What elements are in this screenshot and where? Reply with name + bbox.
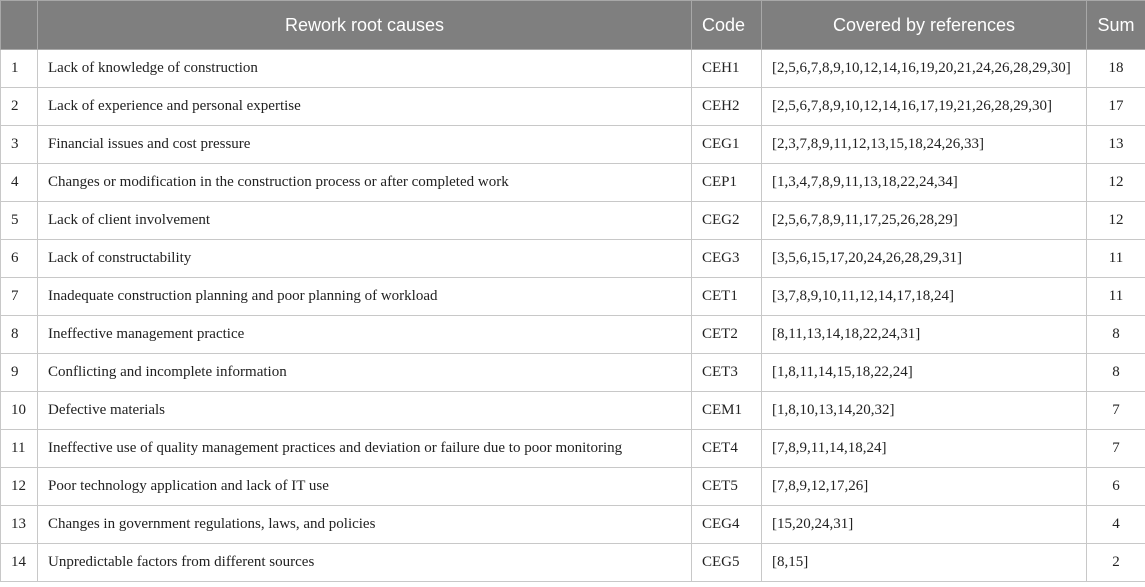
row-code: CEH2 bbox=[692, 88, 762, 126]
row-cause: Changes in government regulations, laws, and policies bbox=[38, 506, 692, 544]
row-number: 3 bbox=[1, 126, 38, 164]
row-cause: Ineffective management practice bbox=[38, 316, 692, 354]
row-number: 12 bbox=[1, 468, 38, 506]
row-number: 7 bbox=[1, 278, 38, 316]
row-sum: 4 bbox=[1087, 506, 1145, 544]
table-row bbox=[1, 354, 1145, 392]
table-row bbox=[1, 392, 1145, 430]
row-references: [3,5,6,15,17,20,24,26,28,29,31] bbox=[762, 240, 1087, 278]
row-code: CEG4 bbox=[692, 506, 762, 544]
row-code: CET5 bbox=[692, 468, 762, 506]
row-number: 1 bbox=[1, 50, 38, 88]
row-number: 9 bbox=[1, 354, 38, 392]
row-sum: 13 bbox=[1087, 126, 1145, 164]
row-references: [8,15] bbox=[762, 544, 1087, 582]
row-code: CEG5 bbox=[692, 544, 762, 582]
row-number: 5 bbox=[1, 202, 38, 240]
row-code: CEM1 bbox=[692, 392, 762, 430]
header-cause: Rework root causes bbox=[38, 1, 692, 50]
row-code: CET2 bbox=[692, 316, 762, 354]
row-cause: Changes or modification in the construction process or after completed work bbox=[38, 164, 692, 202]
row-number: 8 bbox=[1, 316, 38, 354]
table-row bbox=[1, 544, 1145, 582]
row-references: [15,20,24,31] bbox=[762, 506, 1087, 544]
row-cause: Ineffective use of quality management practices and deviation or failure due to poor monitoring bbox=[38, 430, 692, 468]
table-row bbox=[1, 50, 1145, 88]
row-sum: 6 bbox=[1087, 468, 1145, 506]
row-sum: 8 bbox=[1087, 316, 1145, 354]
row-cause: Conflicting and incomplete information bbox=[38, 354, 692, 392]
row-sum: 11 bbox=[1087, 240, 1145, 278]
header-number bbox=[1, 1, 38, 50]
row-cause: Inadequate construction planning and poor planning of workload bbox=[38, 278, 692, 316]
row-cause: Lack of client involvement bbox=[38, 202, 692, 240]
row-references: [1,3,4,7,8,9,11,13,18,22,24,34] bbox=[762, 164, 1087, 202]
row-code: CET1 bbox=[692, 278, 762, 316]
table-row bbox=[1, 278, 1145, 316]
table-row bbox=[1, 164, 1145, 202]
table-row bbox=[1, 88, 1145, 126]
table-row bbox=[1, 316, 1145, 354]
row-number: 11 bbox=[1, 430, 38, 468]
row-number: 2 bbox=[1, 88, 38, 126]
row-number: 6 bbox=[1, 240, 38, 278]
row-references: [7,8,9,11,14,18,24] bbox=[762, 430, 1087, 468]
row-references: [2,3,7,8,9,11,12,13,15,18,24,26,33] bbox=[762, 126, 1087, 164]
header-code: Code bbox=[692, 1, 762, 50]
row-code: CEG3 bbox=[692, 240, 762, 278]
row-cause: Lack of knowledge of construction bbox=[38, 50, 692, 88]
row-sum: 2 bbox=[1087, 544, 1145, 582]
row-code: CET4 bbox=[692, 430, 762, 468]
row-cause: Financial issues and cost pressure bbox=[38, 126, 692, 164]
row-cause: Defective materials bbox=[38, 392, 692, 430]
row-sum: 18 bbox=[1087, 50, 1145, 88]
row-cause: Lack of constructability bbox=[38, 240, 692, 278]
header-row bbox=[1, 1, 1145, 50]
row-sum: 8 bbox=[1087, 354, 1145, 392]
row-sum: 7 bbox=[1087, 430, 1145, 468]
row-sum: 12 bbox=[1087, 202, 1145, 240]
row-code: CET3 bbox=[692, 354, 762, 392]
table-body bbox=[1, 50, 1145, 582]
row-references: [3,7,8,9,10,11,12,14,17,18,24] bbox=[762, 278, 1087, 316]
table-row bbox=[1, 240, 1145, 278]
table-header bbox=[1, 1, 1145, 50]
row-number: 10 bbox=[1, 392, 38, 430]
row-cause: Unpredictable factors from different sources bbox=[38, 544, 692, 582]
row-code: CEG1 bbox=[692, 126, 762, 164]
row-references: [1,8,10,13,14,20,32] bbox=[762, 392, 1087, 430]
row-references: [2,5,6,7,8,9,10,12,14,16,17,19,21,26,28,29,30] bbox=[762, 88, 1087, 126]
row-references: [8,11,13,14,18,22,24,31] bbox=[762, 316, 1087, 354]
row-references: [2,5,6,7,8,9,10,12,14,16,19,20,21,24,26,28,29,30] bbox=[762, 50, 1087, 88]
row-references: [2,5,6,7,8,9,11,17,25,26,28,29] bbox=[762, 202, 1087, 240]
table-row bbox=[1, 430, 1145, 468]
row-references: [1,8,11,14,15,18,22,24] bbox=[762, 354, 1087, 392]
header-sum: Sum bbox=[1087, 1, 1145, 50]
row-sum: 11 bbox=[1087, 278, 1145, 316]
row-number: 13 bbox=[1, 506, 38, 544]
row-number: 14 bbox=[1, 544, 38, 582]
row-sum: 7 bbox=[1087, 392, 1145, 430]
table-row bbox=[1, 202, 1145, 240]
table-row bbox=[1, 126, 1145, 164]
row-cause: Lack of experience and personal expertise bbox=[38, 88, 692, 126]
row-number: 4 bbox=[1, 164, 38, 202]
row-cause: Poor technology application and lack of IT use bbox=[38, 468, 692, 506]
row-references: [7,8,9,12,17,26] bbox=[762, 468, 1087, 506]
table-row bbox=[1, 468, 1145, 506]
row-code: CEP1 bbox=[692, 164, 762, 202]
row-code: CEH1 bbox=[692, 50, 762, 88]
row-sum: 12 bbox=[1087, 164, 1145, 202]
row-sum: 17 bbox=[1087, 88, 1145, 126]
row-code: CEG2 bbox=[692, 202, 762, 240]
table-row bbox=[1, 506, 1145, 544]
header-references: Covered by references bbox=[762, 1, 1087, 50]
